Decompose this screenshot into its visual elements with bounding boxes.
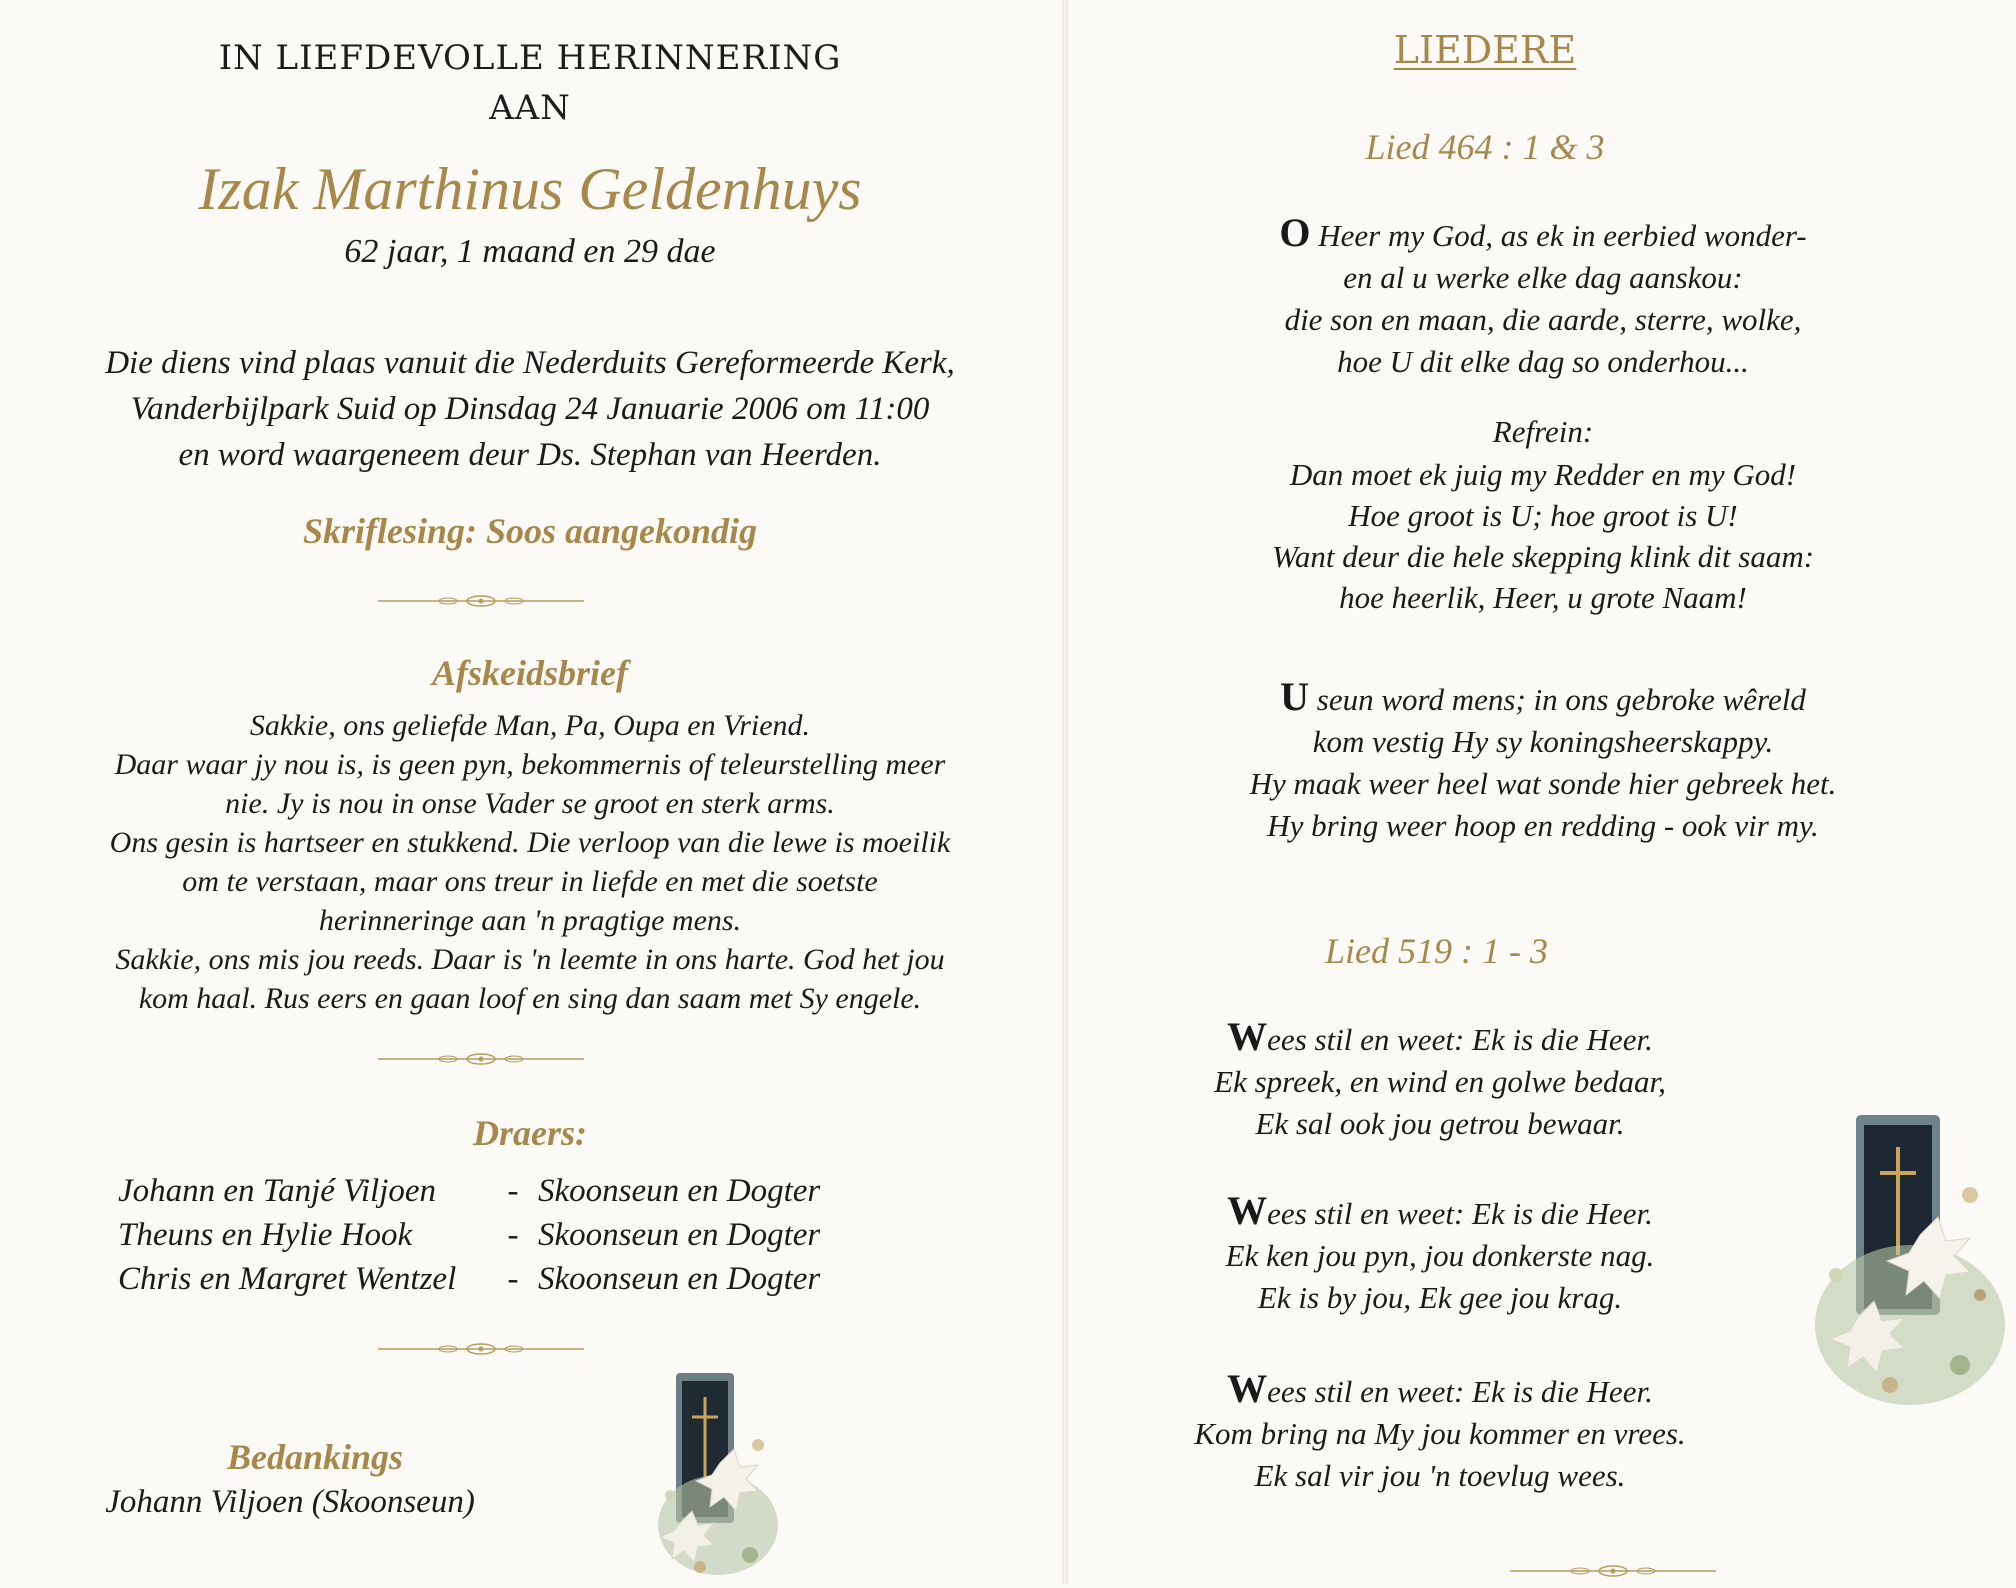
- song1-verse1: [1070, 212, 2016, 383]
- song1-verse3: [1070, 676, 2016, 847]
- memorial-heading-aan: AAN: [489, 88, 571, 128]
- ornament-divider: [378, 1342, 584, 1356]
- bearer-dash: -: [507, 1173, 519, 1209]
- memorial-heading: IN LIEFDEVOLLE HERINNERING: [218, 38, 842, 78]
- drop-cap: O: [1279, 210, 1311, 255]
- bearers-table: [118, 1170, 868, 1300]
- bearer-names: Johann en Tanjé Viljoen: [118, 1173, 437, 1209]
- verse-line: Heer my God, as ek in eerbied wonder-: [1310, 218, 1807, 253]
- ornament-divider: [378, 594, 584, 608]
- farewell-line: herinneringe aan 'n pragtige mens.: [318, 904, 742, 937]
- farewell-line: Sakkie, ons mis jou reeds. Daar is 'n leemte in ons harte. God het jou: [115, 943, 945, 976]
- drop-cap: U: [1280, 674, 1310, 719]
- farewell-line: nie. Jy is nou in onse Vader se groot en sterk arms.: [225, 787, 835, 820]
- verse-line: Ek sal vir jou 'n toevlug wees.: [1254, 1458, 1626, 1493]
- bearer-dash: -: [507, 1261, 519, 1297]
- ornament-icon: [378, 1342, 584, 1356]
- song2-verse: [1180, 1368, 1700, 1497]
- farewell-line: Ons gesin is hartseer en stukkend. Die verloop van die lewe is moeilik: [109, 826, 951, 859]
- ornament-divider: [378, 1052, 584, 1066]
- service-line: Die diens vind plaas vanuit die Nederduits Gereformeerde Kerk,: [105, 345, 955, 381]
- verse-first-line: [1200, 1016, 1680, 1061]
- bearer-relation: Skoonseun en Dogter: [538, 1173, 821, 1209]
- verse-line: Ek spreek, en wind en golwe bedaar,: [1214, 1064, 1666, 1099]
- verse-line: en al u werke elke dag aanskou:: [1343, 260, 1743, 295]
- drop-cap: W: [1227, 1366, 1268, 1411]
- ornament-icon: [1510, 1564, 1716, 1578]
- ornament-icon: [378, 594, 584, 608]
- verse-first-line: [1180, 1368, 1700, 1413]
- thanks-name: Johann Viljoen (Skoonseun): [105, 1484, 475, 1520]
- verse-line: Ek sal ook jou getrou bewaar.: [1255, 1106, 1625, 1141]
- verse-line: die son en maan, die aarde, sterre, wolke,: [1284, 302, 1802, 337]
- verse-line: ees stil en weet: Ek is die Heer.: [1267, 1374, 1653, 1409]
- bearers-heading: Draers:: [473, 1113, 587, 1153]
- window-lilies-illustration: [1800, 1085, 2010, 1415]
- window-lilies-illustration: [640, 1355, 790, 1584]
- songs-title: LIEDERE: [1393, 28, 1577, 72]
- verse-line: hoe U dit elke dag so onderhou...: [1337, 344, 1749, 379]
- farewell-heading: Afskeidsbrief: [432, 653, 628, 693]
- drop-cap: W: [1227, 1188, 1268, 1233]
- service-details: [0, 340, 1060, 478]
- right-page: [1070, 0, 2016, 1584]
- ornament-divider: [1510, 1564, 1716, 1578]
- verse-line: Ek is by jou, Ek gee jou krag.: [1257, 1280, 1623, 1315]
- drop-cap: W: [1227, 1014, 1268, 1059]
- refrain-line: Dan moet ek juig my Redder en my God!: [1289, 457, 1797, 492]
- service-line: Vanderbijlpark Suid op Dinsdag 24 Januarie 2006 om 11:00: [130, 391, 930, 427]
- bearer-names: Theuns en Hylie Hook: [118, 1217, 413, 1253]
- verse-line: ees stil en weet: Ek is die Heer.: [1267, 1196, 1653, 1231]
- farewell-line: Sakkie, ons geliefde Man, Pa, Oupa en Vriend.: [249, 709, 811, 742]
- verse-first-line: [1070, 212, 2016, 257]
- bearer-relation: Skoonseun en Dogter: [538, 1217, 821, 1253]
- service-line: en word waargeneem deur Ds. Stephan van Heerden.: [178, 437, 882, 473]
- farewell-line: Daar waar jy nou is, is geen pyn, bekommernis of teleurstelling meer: [114, 748, 946, 781]
- verse-first-line: [1200, 1190, 1680, 1235]
- song1-heading: Lied 464 : 1 & 3: [1365, 127, 1605, 167]
- refrain-line: Want deur die hele skepping klink dit saam:: [1271, 539, 1815, 574]
- verse-line: Hy maak weer heel wat sonde hier gebreek het.: [1249, 766, 1837, 801]
- bearer-relation: Skoonseun en Dogter: [538, 1261, 821, 1297]
- farewell-line: kom haal. Rus eers en gaan loof en sing dan saam met Sy engele.: [138, 982, 922, 1015]
- verse-line: Hy bring weer hoop en redding - ook vir my.: [1267, 808, 1819, 843]
- song2-verse: [1200, 1016, 1680, 1145]
- page-fold: [1062, 0, 1068, 1584]
- verse-line: seun word mens; in ons gebroke wêreld: [1309, 682, 1806, 717]
- deceased-name: Izak Marthinus Geldenhuys: [198, 156, 862, 222]
- window-cross-icon: [1800, 1085, 2010, 1415]
- verse-line: Ek ken jou pyn, jou donkerste nag.: [1225, 1238, 1655, 1273]
- verse-line: Kom bring na My jou kommer en vrees.: [1194, 1416, 1686, 1451]
- song2-heading: Lied 519 : 1 - 3: [1325, 931, 1548, 971]
- verse-line: ees stil en weet: Ek is die Heer.: [1267, 1022, 1653, 1057]
- bearer-dash: -: [507, 1217, 519, 1253]
- age-line: 62 jaar, 1 maand en 29 dae: [344, 233, 716, 270]
- refrain-line: Hoe groot is U; hoe groot is U!: [1348, 498, 1738, 533]
- refrain: [1070, 454, 2016, 618]
- bearer-names: Chris en Margret Wentzel: [118, 1261, 457, 1297]
- refrain-line: hoe heerlik, Heer, u grote Naam!: [1339, 580, 1747, 615]
- refrain-label: Refrein:: [1492, 414, 1594, 449]
- verse-first-line: [1070, 676, 2016, 721]
- window-cross-icon: [640, 1355, 790, 1584]
- song2-verse: [1200, 1190, 1680, 1319]
- thanks-heading: Bedankings: [226, 1437, 404, 1477]
- verse-line: kom vestig Hy sy koningsheerskappy.: [1312, 724, 1774, 759]
- farewell-line: om te verstaan, maar ons treur in liefde en met die soetste: [182, 865, 878, 898]
- ornament-icon: [378, 1052, 584, 1066]
- scripture-reading: Skriflesing: Soos aangekondig: [302, 511, 758, 551]
- farewell-letter: [0, 706, 1060, 1018]
